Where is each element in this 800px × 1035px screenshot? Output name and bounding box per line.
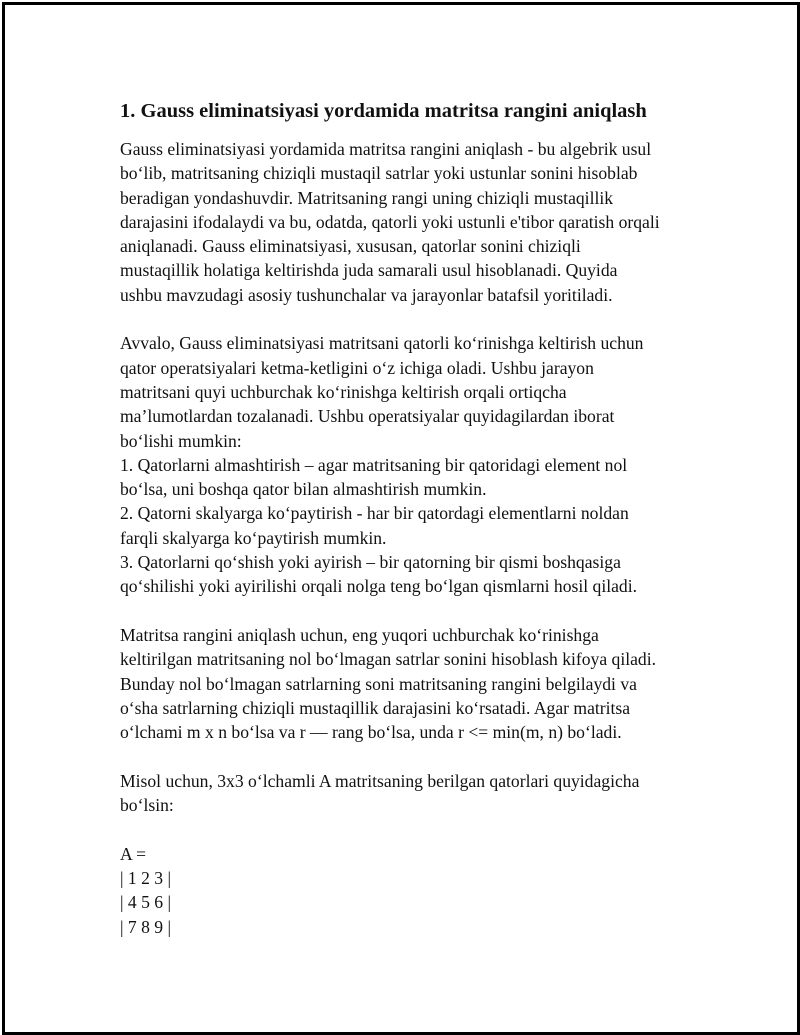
matrix-label: A = — [120, 843, 147, 864]
list-item: 1. Qatorlarni almashtirish – agar matritsaning bir qatoridagi element nol — [120, 454, 628, 475]
list-item: 3. Qatorlarni qo‘shish yoki ayirish – bir qatorning bir qismi boshqasiga — [120, 552, 621, 573]
text-line: ma’lumotlardan tozalanadi. Ushbu operatsiyalar quyidagilardan iborat — [120, 406, 615, 427]
text-line: Avvalo, Gauss eliminatsiyasi matritsani qatorli ko‘rinishga keltirish uchun — [120, 333, 644, 354]
text-line: ushbu mavzudagi asosiy tushunchalar va jarayonlar batafsil yoritiladi. — [120, 284, 613, 305]
text-line: bo‘lsa, uni boshqa qator bilan almashtirish mumkin. — [120, 479, 487, 500]
paragraph-spacer — [120, 817, 700, 841]
text-line: qator operatsiyalari ketma-ketligini o‘z ichiga oladi. Ushbu jarayon — [120, 357, 594, 378]
paragraph-spacer — [120, 744, 700, 768]
text-line: Gauss eliminatsiyasi yordamida matritsa rangini aniqlash - bu algebrik usul — [120, 139, 652, 159]
paragraph-spacer — [120, 599, 700, 623]
document-title: 1. Gauss eliminatsiyasi yordamida matritsa rangini aniqlash — [120, 100, 647, 122]
text-line: mustaqillik holatiga keltirishda juda samarali usul hisoblanadi. Quyida — [120, 260, 618, 281]
text-line: qo‘shilishi yoki ayirilishi orqali nolga teng bo‘lgan qismlarni hosil qiladi. — [120, 576, 638, 597]
matrix-example — [120, 842, 700, 939]
text-line: farqli skalyarga ko‘paytirish mumkin. — [120, 527, 387, 548]
text-line: aniqlanadi. Gauss eliminatsiyasi, xususan, qatorlar sonini chiziqli — [120, 236, 581, 257]
text-line: Misol uchun, 3x3 o‘lchamli A matritsaning berilgan qatorlari quyidagicha — [120, 770, 640, 791]
text-line: o‘sha satrlarning chiziqli mustaqillik darajasini ko‘rsatadi. Agar matritsa — [120, 697, 631, 718]
list-item: 2. Qatorni skalyarga ko‘paytirish - har bir qatordagi elementlarni noldan — [120, 503, 629, 524]
paragraph-rank-definition — [120, 623, 700, 744]
text-line: o‘lchami m x n bo‘lsa va r — rang bo‘lsa, unda r <= min(m, n) bo‘ladi. — [120, 722, 622, 743]
text-line: keltirilgan matritsaning nol bo‘lmagan satrlar sonini hisoblash kifoya qiladi. — [120, 649, 657, 670]
matrix-row: | 1 2 3 | — [120, 867, 172, 888]
text-line: beradigan yondashuvdir. Matritsaning rangi uning chiziqli mustaqillik — [120, 187, 614, 208]
text-line: Bunday nol bo‘lmagan satrlarning soni matritsaning rangini belgilaydi va — [120, 673, 637, 694]
paragraph-example-intro — [120, 769, 700, 818]
page-frame — [2, 2, 800, 1035]
matrix-row: | 4 5 6 | — [120, 892, 172, 913]
text-line: bo‘lishi mumkin: — [120, 430, 242, 451]
document-body — [120, 97, 700, 939]
text-line: darajasini ifodalaydi va bu, odatda, qatorli yoki ustunli e'tibor qaratish orqali — [120, 211, 660, 232]
text-line: bo‘lib, matritsaning chiziqli mustaqil satrlar yoki ustunlar sonini hisoblab — [120, 163, 638, 184]
matrix-row: | 7 8 9 | — [120, 916, 172, 937]
text-line: bo‘lsin: — [120, 795, 174, 816]
text-line: matritsani quyi uchburchak ko‘rinishga keltirish orqali ortiqcha — [120, 381, 567, 402]
paragraph-intro — [120, 137, 700, 307]
text-line: Matritsa rangini aniqlash uchun, eng yuqori uchburchak ko‘rinishga — [120, 624, 599, 645]
paragraph-spacer — [120, 307, 700, 331]
paragraph-row-operations — [120, 331, 700, 598]
